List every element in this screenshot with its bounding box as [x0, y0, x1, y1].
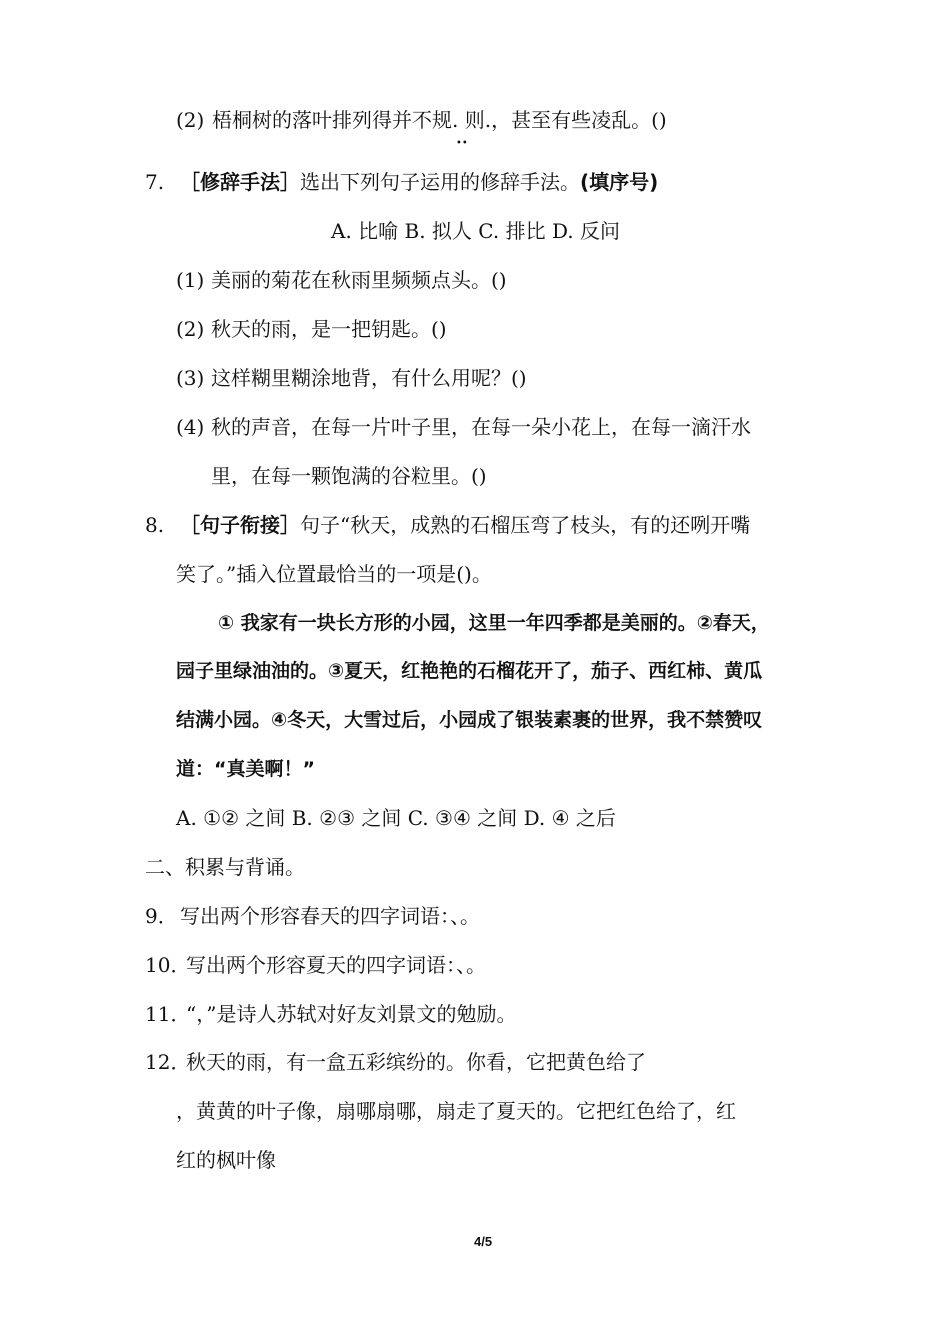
q8-passage-line-3: 结满小园。④冬天，大雪过后，小园成了银装素裹的世界，我不禁赞叹: [176, 709, 763, 731]
emphasis-dots: ••: [456, 138, 468, 149]
q7-item-3-text: 这样糊里糊涂地背，有什么用呢？(): [211, 366, 527, 390]
q7-item-2-num: (2): [176, 317, 205, 341]
q7-tag: ［修辞手法］: [180, 170, 300, 194]
q7-hint: (填序号): [580, 170, 659, 194]
q10-num: 10．: [145, 953, 191, 977]
q6-item-2-num: (2): [176, 108, 205, 132]
q11-num: 11．: [145, 1002, 191, 1026]
q7-options: A. 比喻 B. 拟人 C. 排比 D. 反问: [331, 219, 620, 243]
q8-passage-line-4: 道：“真美啊！”: [176, 758, 315, 780]
q12-num: 12．: [145, 1050, 191, 1074]
q12-line-3: 红的枫叶像: [176, 1148, 276, 1172]
q8-prompt-line2: 笑了。”插入位置最恰当的一项是()。: [176, 562, 492, 586]
q8-prompt-line1: 句子“秋天，成熟的石榴压弯了枝头，有的还咧开嘴: [300, 513, 751, 537]
q9-text: 写出两个形容春天的四字词语：、。: [180, 904, 480, 928]
q7-item-1-text: 美丽的菊花在秋雨里频频点头。(): [211, 268, 507, 292]
q7-item-2-text: 秋天的雨，是一把钥匙。(): [211, 317, 447, 341]
q7-item-3-num: (3): [176, 366, 205, 390]
q8-num: 8.: [145, 513, 165, 537]
page-number: 4/5: [474, 1234, 493, 1249]
q7-item-4-text: 秋的声音，在每一片叶子里，在每一朵小花上，在每一滴汗水: [211, 415, 751, 439]
q8-tag: ［句子衔接］: [180, 513, 300, 537]
q10-text: 写出两个形容夏天的四字词语：、。: [186, 953, 486, 977]
q8-passage-line-2: 园子里绿油油的。③夏天，红艳艳的石榴花开了，茄子、西红柿、黄瓜: [176, 660, 763, 682]
q7-question: [180, 172, 658, 192]
q7-prompt: 选出下列句子运用的修辞手法。: [300, 170, 580, 194]
q8-passage-line-1: ① 我家有一块长方形的小园，这里一年四季都是美丽的。②春天，: [218, 612, 770, 634]
q7-item-4-num: (4): [176, 415, 205, 439]
section-2-title: 二、积累与背诵。: [145, 855, 305, 879]
q7-item-1-num: (1): [176, 268, 205, 292]
q12-line-1: 秋天的雨，有一盒五彩缤纷的。你看，它把黄色给了: [186, 1050, 646, 1074]
q7-item-4-cont: 里，在每一颗饱满的谷粒里。(): [211, 464, 487, 488]
q8-question: [180, 515, 750, 535]
q9-num: 9．: [145, 904, 178, 928]
q12-line-2: ，黄黄的叶子像，扇哪扇哪，扇走了夏天的。它把红色给了，红: [176, 1099, 736, 1123]
q11-text: “，”是诗人苏轼对好友刘景文的勉励。: [186, 1002, 517, 1026]
q8-options: A. ①② 之间 B. ②③ 之间 C. ③④ 之间 D. ④ 之后: [176, 806, 616, 830]
q7-num: 7.: [145, 170, 165, 194]
q6-item-2-text: 梧桐树的落叶排列得并不规. 则.，甚至有些凌乱。(): [212, 108, 667, 132]
